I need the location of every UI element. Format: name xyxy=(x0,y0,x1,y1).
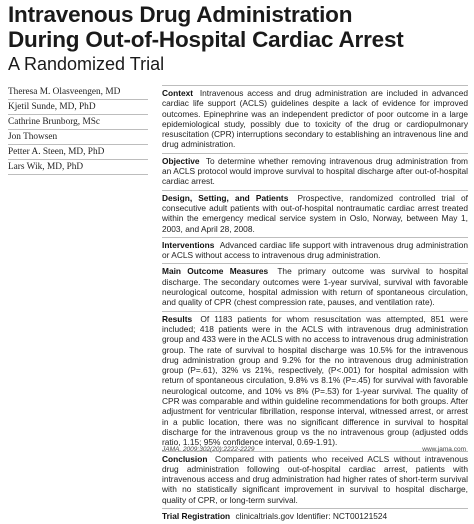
results-heading: Results xyxy=(162,313,193,324)
author-1: Theresa M. Olasveengen, MD xyxy=(8,85,148,100)
outcome-heading: Main Outcome Measures xyxy=(162,266,269,277)
author-4: Jon Thowsen xyxy=(8,130,148,145)
article-title-line-1: Intravenous Drug Administration xyxy=(8,2,353,27)
abstract-trial-registration xyxy=(162,509,468,524)
context-text: Intravenous access and drug administration are included in advanced cardiac life support (ACLS) guidelines despite a lack of evidence for improved outcomes. Epinephrine was an independent predictor of poor outcome in a large epidemiological study, possibly due to toxicity of the drug or cardiopulmonary resuscitation (CPR) interruptions secondary to establishing an intravenous line and drug administration. xyxy=(162,88,468,150)
author-2: Kjetil Sunde, MD, PhD xyxy=(8,100,148,115)
design-text: Prospective, randomized controlled trial of consecutive adult patients with out-of-hospital nontraumatic cardiac arrest treated within the emergency medical service system in Oslo, Norway, between May 1, 2003, and April 28, 2008. xyxy=(162,192,468,234)
abstract-objective xyxy=(162,154,468,191)
conclusion-heading: Conclusion xyxy=(162,453,208,464)
abstract-interventions xyxy=(162,238,468,265)
abstract-context xyxy=(162,86,468,154)
registration-heading: Trial Registration xyxy=(162,510,231,521)
results-text: Of 1183 patients for whom resuscitation was attempted, 851 were included; 418 patients were in the ACLS with intravenous drug administration group and 433 were in the ACLS with no access to intravenous drug administration group. The rate of survival to hospital discharge was 10.5% for the intravenous drug administration group and 9.2% for the no intravenous drug administration group (P=.61), 32% vs 21%, respectively, (P<.001) for hospital admission with return of spontaneous circulation, 9.8% vs 8.1% (P=.45) for survival with favorable neurological outcome, and 10% vs 8% (P=.53) for 1-year survival. The quality of CPR was comparable and within guideline recommendations for both groups. After adjustment for ventricular fibrillation, response interval, witnessed arrest, or arrest in a public location, there was no significant difference in survival to hospital discharge for the intravenous group vs the no intravenous group (adjusted odds ratio, 1.15; 95% confidence interval, 0.69-1.91). xyxy=(162,313,468,448)
journal-citation: JAMA. 2009;302(20):2222-2229 xyxy=(162,446,255,453)
author-5: Petter A. Steen, MD, PhD xyxy=(8,145,148,160)
abstract-conclusion xyxy=(162,452,468,509)
author-3: Cathrine Brunborg, MSc xyxy=(8,115,148,130)
abstract-results xyxy=(162,312,468,452)
context-heading: Context xyxy=(162,88,194,98)
abstract-outcome-measures xyxy=(162,264,468,311)
article-subtitle: A Randomized Trial xyxy=(8,54,165,74)
abstract-design xyxy=(162,191,468,238)
author-list xyxy=(8,85,148,175)
objective-text: To determine whether removing intravenous drug administration from an ACLS protocol would improve survival to hospital discharge after out-of-hospital cardiac arrest. xyxy=(162,155,468,187)
article-title-line-2: During Out-of-Hospital Cardiac Arrest xyxy=(8,27,404,52)
registration-text: clinicaltrials.gov Identifier: NCT00121524 xyxy=(235,510,388,521)
objective-heading: Objective xyxy=(162,155,200,166)
journal-website: www.jama.com xyxy=(422,446,466,453)
interventions-heading: Interventions xyxy=(162,239,215,250)
author-6: Lars Wik, MD, PhD xyxy=(8,160,148,175)
design-heading: Design, Setting, and Patients xyxy=(162,192,289,203)
abstract xyxy=(162,85,468,524)
conclusion-text: Compared with patients who received ACLS without intravenous drug administration following out-of-hospital cardiac arrest, patients with intravenous access and drug administration had higher rates of short-term survival with no statistically significant improvement in survival to hospital discharge, quality of CPR, or long-term survival. xyxy=(162,453,468,505)
article-header xyxy=(8,2,468,75)
outcome-text: The primary outcome was survival to hospital discharge. The secondary outcomes were 1-year survival, survival with favorable neurological outcome, hospital admission with return of spontaneous circulation, and quality of CPR (chest compression rate, pauses, and ventilation rate). xyxy=(162,266,468,308)
interventions-text: Advanced cardiac life support with intravenous drug administration or ACLS without access to intravenous drug administration. xyxy=(162,239,469,261)
